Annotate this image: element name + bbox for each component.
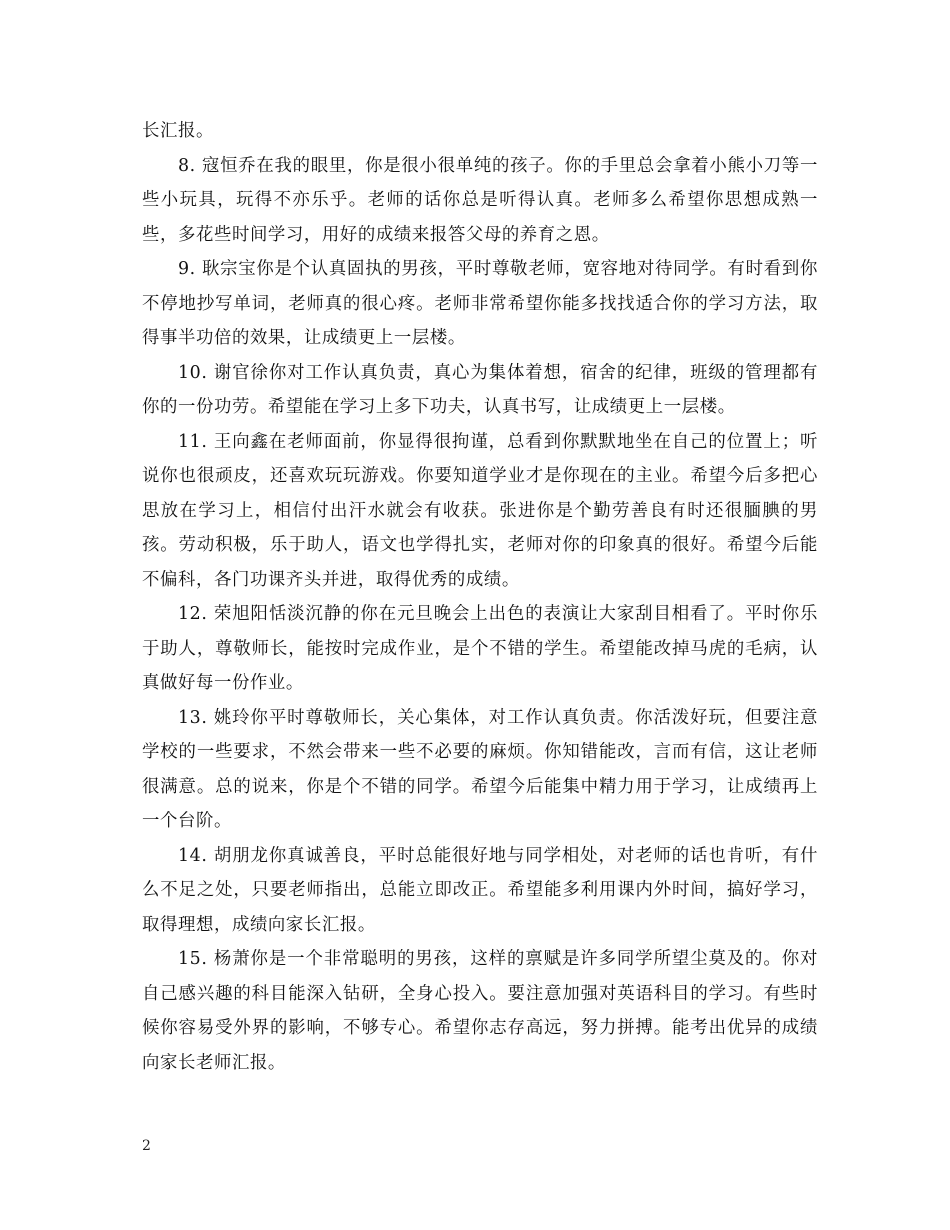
comment-paragraph-15: 15. 杨萧你是一个非常聪明的男孩，这样的禀赋是许多同学所望尘莫及的。你对自己感兴趣的科目能深入钻研，全身心投入。要注意加强对英语科目的学习。有些时候你容易受外界的影响，不够专心。希望你志存高远，努力拼搏。能考出优异的成绩向家长老师汇报。	[142, 949, 818, 1073]
comment-paragraph-11: 11. 王向鑫在老师面前，你显得很拘谨，总看到你默默地坐在自己的位置上；听说你也很顽皮，还喜欢玩玩游戏。你要知道学业才是你现在的主业。希望今后多把心思放在学习上，相信付出汗水就会有收获。张进你是个勤劳善良有时还很腼腆的男孩。劳动积极，乐于助人，语文也学得扎实，老师对你的印象真的很好。希望今后能不偏科，各门功课齐头并进，取得优秀的成绩。	[142, 431, 818, 590]
page-number: 2	[142, 1138, 151, 1154]
comment-paragraph-13: 13. 姚玲你平时尊敬师长，关心集体，对工作认真负责。你活泼好玩，但要注意学校的一些要求，不然会带来一些不必要的麻烦。你知错能改，言而有信，这让老师很满意。总的说来，你是个不错的同学。希望今后能集中精力用于学习，让成绩再上一个台阶。	[142, 707, 818, 831]
comment-paragraph-9: 9. 耿宗宝你是个认真固执的男孩，平时尊敬老师，宽容地对待同学。有时看到你不停地抄写单词，老师真的很心疼。老师非常希望你能多找找适合你的学习方法，取得事半功倍的效果，让成绩更上一层楼。	[142, 259, 818, 348]
comment-paragraph-10: 10. 谢官徐你对工作认真负责，真心为集体着想，宿舍的纪律，班级的管理都有你的一份功劳。希望能在学习上多下功夫，认真书写，让成绩更上一层楼。	[142, 362, 818, 417]
comment-paragraph-14: 14. 胡朋龙你真诚善良，平时总能很好地与同学相处，对老师的话也肯听，有什么不足之处，只要老师指出，总能立即改正。希望能多利用课内外时间，搞好学习，取得理想，成绩向家长汇报。	[142, 845, 818, 935]
comment-paragraph-12: 12. 荣旭阳恬淡沉静的你在元旦晚会上出色的表演让大家刮目相看了。平时你乐于助人，尊敬师长，能按时完成作业，是个不错的学生。希望能改掉马虎的毛病，认真做好每一份作业。	[142, 604, 818, 693]
paragraph-continuation: 长汇报。	[142, 121, 214, 141]
comment-paragraph-8: 8. 寇恒乔在我的眼里，你是很小很单纯的孩子。你的手里总会拿着小熊小刀等一些小玩具，玩得不亦乐乎。老师的话你总是听得认真。老师多么希望你思想成熟一些，多花些时间学习，用好的成绩来报答父母的养育之恩。	[142, 155, 818, 245]
document-body	[142, 114, 818, 1080]
